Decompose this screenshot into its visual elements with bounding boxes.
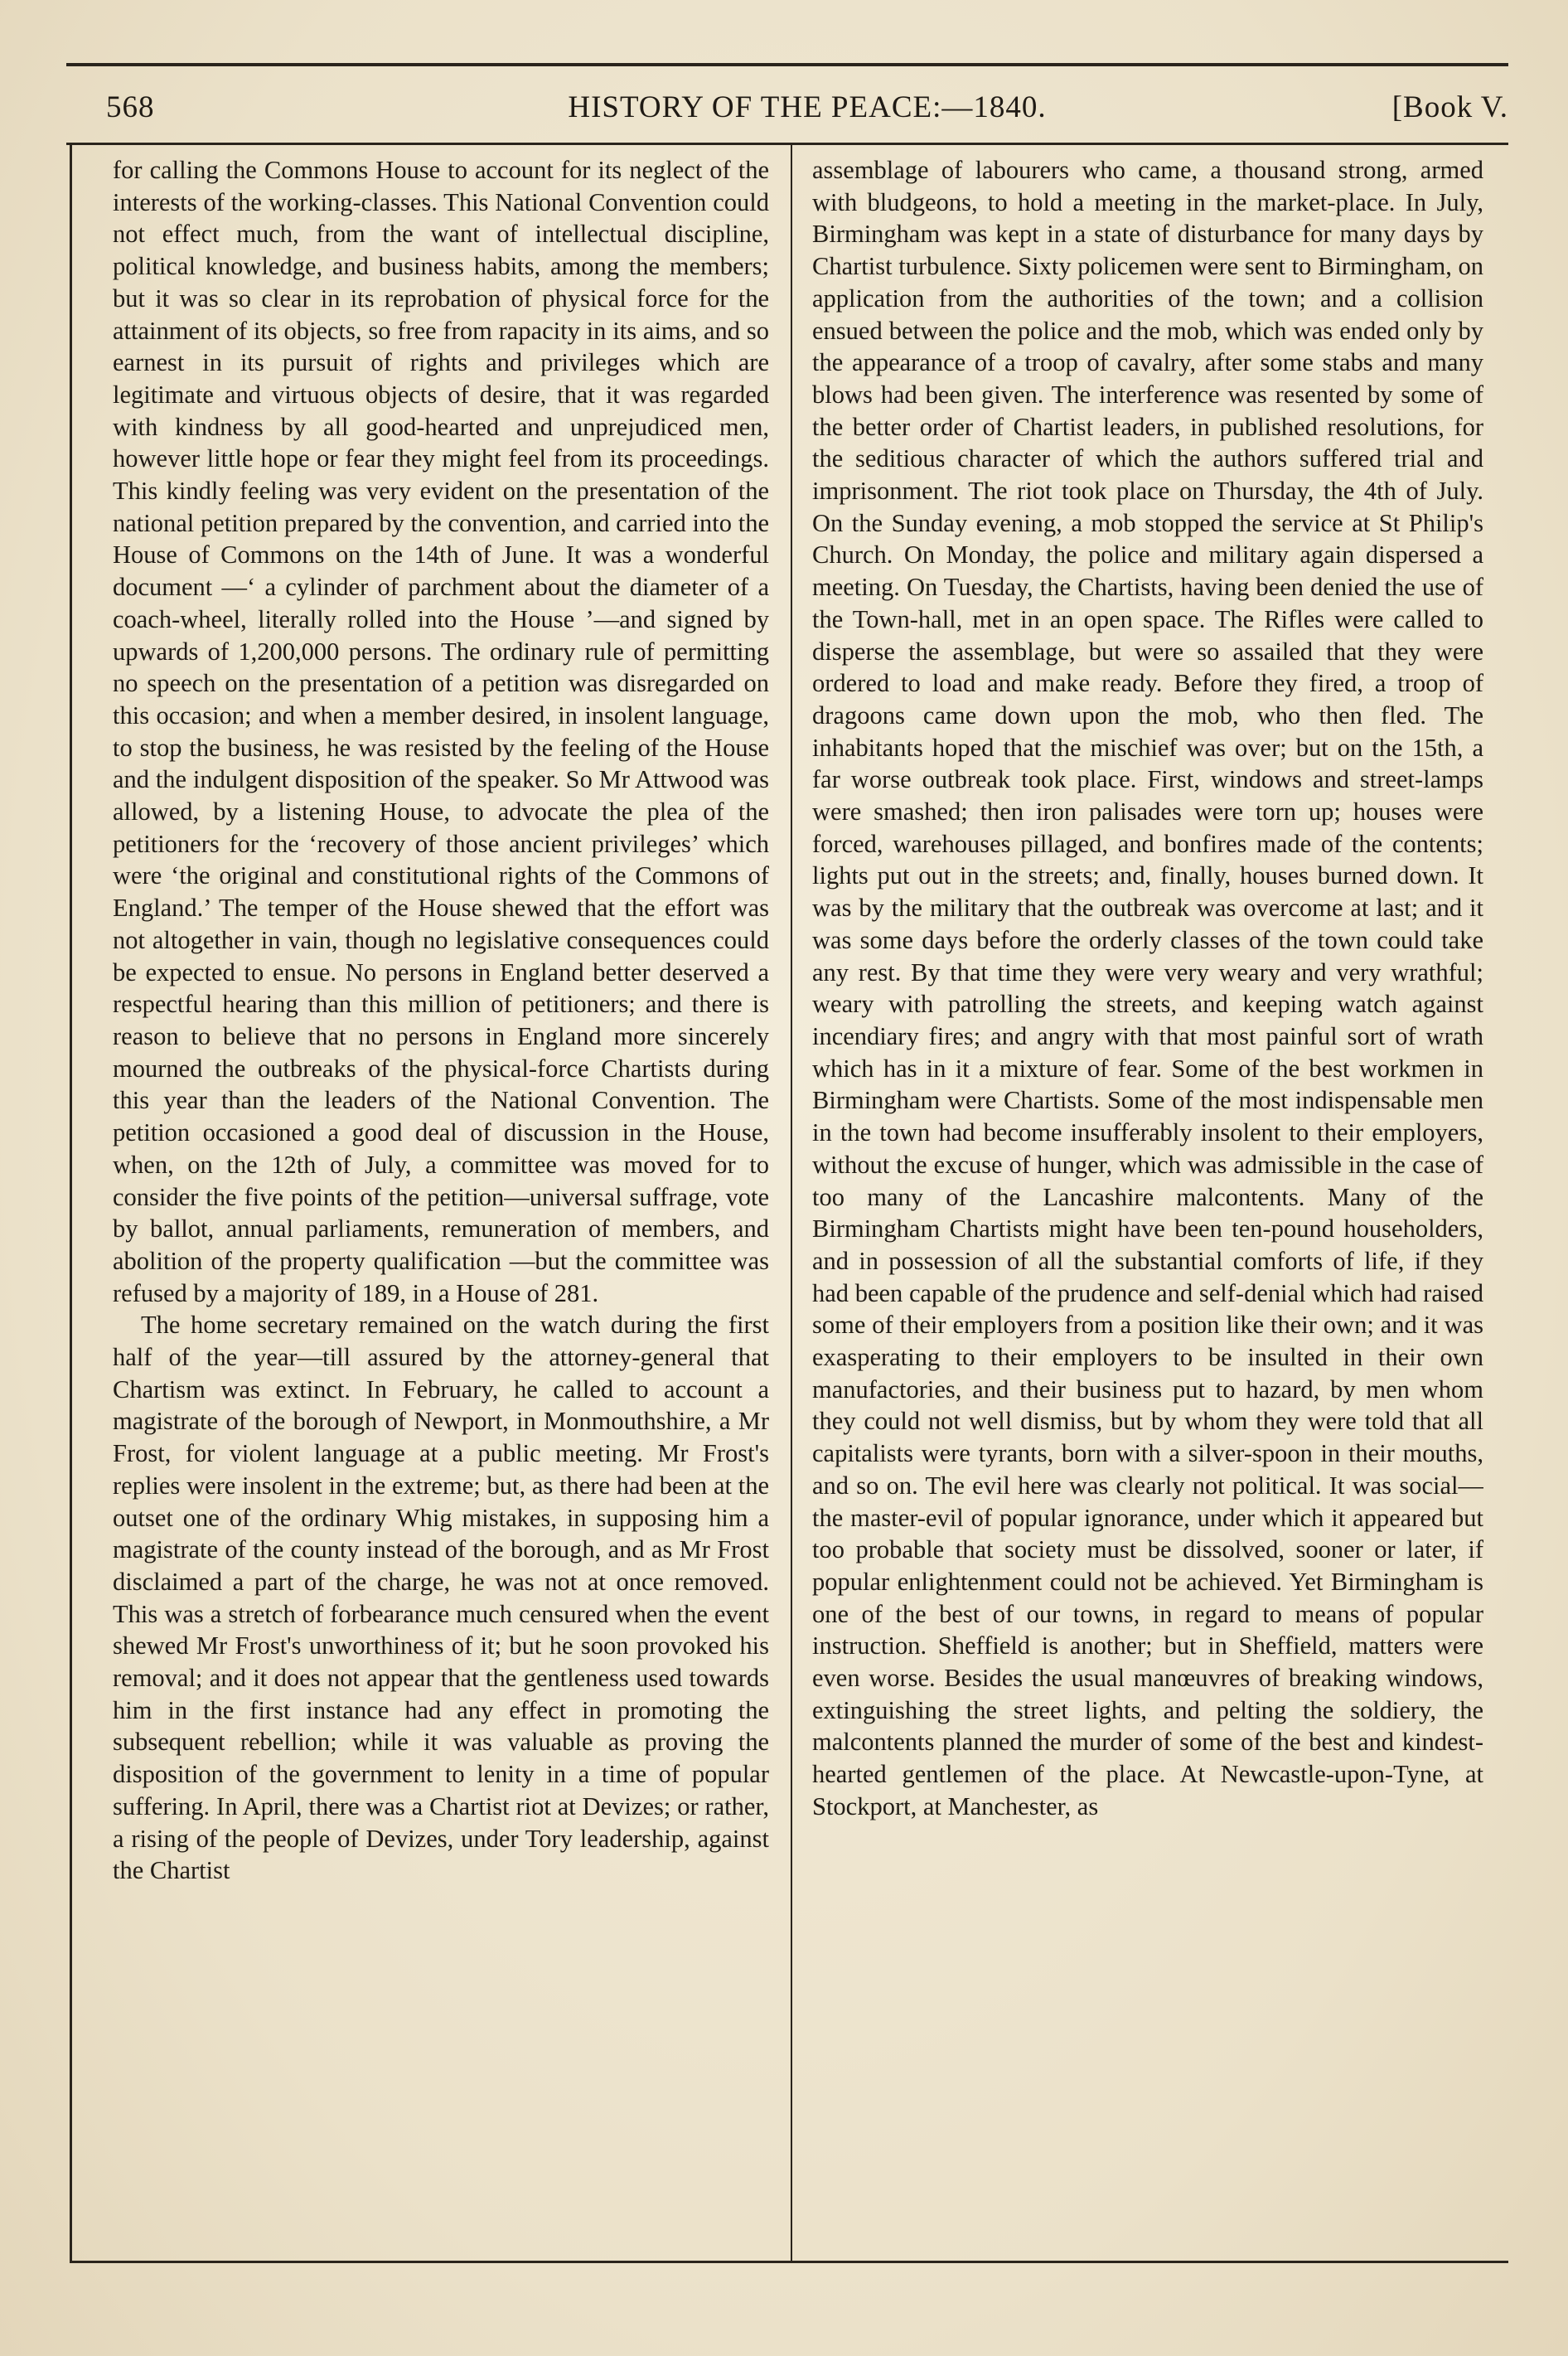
right-paragraph-1: assemblage of labourers who came, a thousand strong, armed with bludgeons, to hold a meeting in the market-place. In July, Birmingham was kept in a state of disturbance for many days by Chartist turbulence. Sixty policemen were sent to Birmingham, on application from the authorities of the town; and a collision ensued between the police and the mob, which was ended only by the appearance of a troop of cavalry, after some stabs and many blows had been given. The interference was resented by some of the better order of Chartist leaders, in published resolutions, for the seditious character of which the authors suffered trial and imprisonment. The riot took place on Thursday, the 4th of July. On the Sunday evening, a mob stopped the service at St Philip's Church. On Monday, the police and military again dispersed a meeting. On Tuesday, the Chartists, having been denied the use of the Town-hall, met in an open space. The Rifles were called to disperse the assemblage, but were so assailed that they were ordered to load and make ready. Before they fired, a troop of dragoons came down upon the mob, who then fled. The inhabitants hoped that the mischief was over; but on the 15th, a far worse outbreak took place. First, windows and street-lamps were smashed; then iron palisades were torn up; houses were forced, warehouses pillaged, and bonfires made of the contents; lights put out in the streets; and, finally, houses burned down. It was by the military that the outbreak was overcome at last; and it was some days before the orderly classes of the town could take any rest. By that time they were very weary and very wrathful; weary with patrolling the streets, and keeping watch against incendiary fires; and angry with that most painful sort of wrath which has in it a mixture of fear. Some of the best workmen in Birmingham were Chartists. Some of the most indispensable men in the town had become insufferably insolent to their employers, without the excuse of hunger, which was admissible in the case of too many of the Lancashire malcontents. Many of the Birmingham Chartists might have been ten-pound householders, and in possession of all the substantial comforts of life, if they had been capable of the prudence and self-denial which had raised some of their employers from a position like their own; and it was exasperating to their employers to be insulted in their own manufactories, and their business put to hazard, by men whom they could not well dismiss, but by whom they were told that all capitalists were tyrants, born with a silver-spoon in their mouths, and so on. The evil here was clearly not political. It was social— the master-evil of popular ignorance, under which it appeared but too probable that society must be dissolved, sooner or later, if popular enlightenment could not be achieved. Yet Birmingham is one of the best of our towns, in regard to means of popular instruction. Sheffield is another; but in Sheffield, matters were even worse. Besides the usual manœuvres of breaking windows, extinguishing the street lights, and pelting the soldiery, the malcontents planned the murder of some of the best and kindest-hearted gentlemen of the place. At Newcastle-upon-Tyne, at Stockport, at Manchester, as (812, 156, 1483, 1820)
left-paragraph-1: for calling the Commons House to account for its neglect of the interests of the working-classes. This National Convention could not effect much, from the want of intellectual discipline, political knowledge, and business habits, among the members; but it was so clear in its reprobation of physical force for the attainment of its objects, so free from rapacity in its aims, and so earnest in its pursuit of rights and privileges which are legitimate and virtuous objects of desire, that it was regarded with kindness by all good-hearted and unprejudiced men, however little hope or fear they might feel from its proceedings. This kindly feeling was very evident on the presentation of the national petition prepared by the convention, and carried into the House of Commons on the 14th of June. It was a wonderful document —‘ a cylinder of parchment about the diameter of a coach-wheel, literally rolled into the House ’—and signed by upwards of 1,200,000 persons. The ordinary rule of permitting no speech on the presentation of a petition was disregarded on this occasion; and when a member desired, in insolent language, to stop the business, he was resisted by the feeling of the House and the indulgent disposition of the speaker. So Mr Attwood was allowed, by a listening House, to advocate the plea of the petitioners for the ‘recovery of those ancient privileges’ which were ‘the original and constitutional rights of the Commons of England.’ The temper of the House shewed that the effort was not altogether in vain, though no legislative consequences could be expected to ensue. No persons in England better deserved a respectful hearing than this million of petitioners; and there is reason to believe that no persons in England more sincerely mourned the outbreaks of the physical-force Chartists during this year than the leaders of the National Convention. The petition occasioned a good deal of discussion in the House, when, on the 12th of July, a committee was moved for to consider the five points of the petition—universal suffrage, vote by ballot, annual parliaments, remuneration of members, and abolition of the property qualification —but the committee was refused by a majority of 189, in a House of 281. (113, 156, 769, 1307)
left-paragraph-2: The home secretary remained on the watch during the first half of the year—till assured by the attorney-general that Chartism was extinct. In February, he called to account a magistrate of the borough of Newport, in Monmouthshire, a Mr Frost, for violent language at a public meeting. Mr Frost's replies were insolent in the extreme; but, as there had been at the outset one of the ordinary Whig mistakes, in supposing him a magistrate of the county instead of the borough, and as Mr Frost disclaimed a part of the charge, he was not at once removed. This was a stretch of forbearance much censured when the event shewed Mr Frost's unworthiness of it; but he soon provoked his removal; and it does not appear that the gentleness used towards him in the first instance had any effect in promoting the subsequent rebellion; while it was valuable as proving the disposition of the government to lenity in a time of popular suffering. In April, there was a Chartist riot at Devizes; or rather, a rising of the people of Devizes, under Tory leadership, against the Chartist (113, 1311, 769, 1885)
running-header (106, 90, 1508, 133)
header-rule (66, 143, 1508, 145)
right-column (812, 154, 1483, 2252)
top-rule (66, 63, 1508, 66)
bottom-rule (70, 2261, 1508, 2263)
column-divider (791, 144, 792, 2261)
running-title: HISTORY OF THE PEACE:—1840. (568, 90, 1047, 124)
left-frame-rule (70, 144, 72, 2261)
book-label: [Book V. (1391, 90, 1508, 124)
left-column (113, 154, 769, 2252)
page-number: 568 (106, 90, 155, 124)
